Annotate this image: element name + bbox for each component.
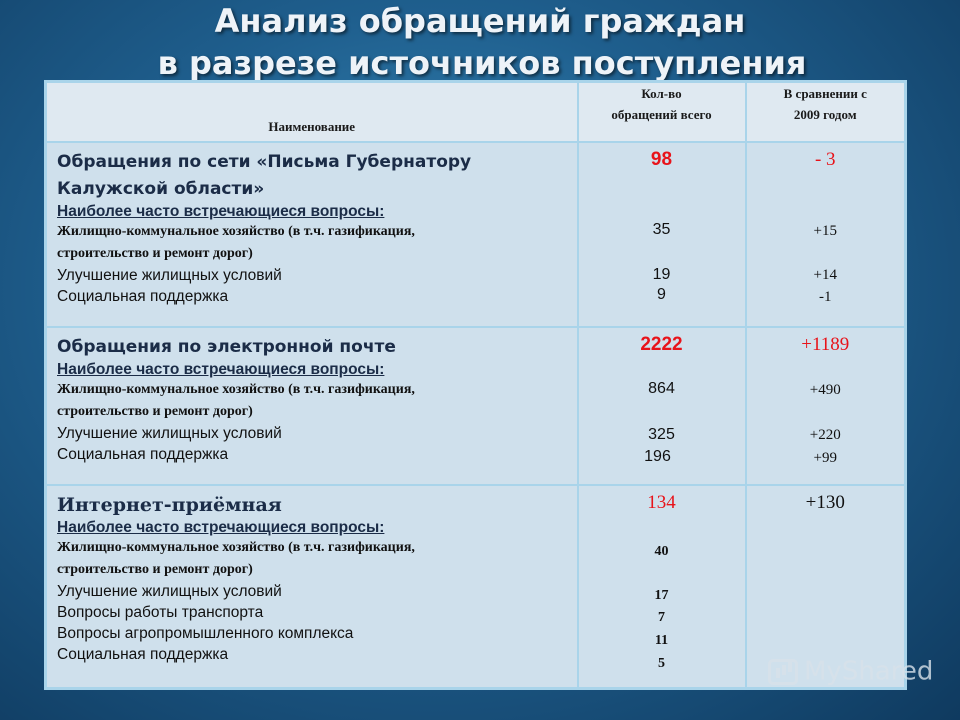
row-2-total: 2222	[640, 334, 683, 355]
header-compare-line-1: В сравнении с	[783, 86, 867, 101]
row-1-topic-3: Социальная поддержка	[57, 288, 229, 305]
row-1-count-2: 19	[652, 266, 671, 283]
row-1-count-cell	[578, 142, 746, 327]
chart-logo-icon	[768, 659, 798, 685]
row-3-count-3: 7	[658, 610, 665, 625]
watermark-text: MyShared	[804, 656, 934, 687]
row-1-change-2: +14	[813, 267, 837, 283]
row-3-total: 134	[647, 492, 676, 513]
row-3-faq-heading: Наиболее часто встречающиеся вопросы:	[57, 519, 385, 536]
row-3-total-change: +130	[805, 492, 845, 513]
row-2-compare-cell	[746, 327, 906, 485]
row-3-title: Интернет-приёмная	[57, 494, 282, 516]
sources-table	[44, 80, 907, 690]
row-2-topic-2: Улучшение жилищных условий	[57, 425, 282, 442]
row-1-total-change: - 3	[814, 149, 836, 170]
row-3-count-cell	[578, 485, 746, 689]
header-count	[578, 82, 746, 143]
row-1-topic-1b: строительство и ремонт дорог)	[57, 246, 253, 261]
row-2-name-cell	[46, 327, 578, 485]
row-2-change-1: +490	[809, 382, 841, 398]
row-1-change-3: -1	[819, 289, 832, 305]
row-3-count-4: 11	[654, 633, 669, 648]
header-compare-line-2: 2009 годом	[793, 107, 857, 122]
row-2-topic-1b: строительство и ремонт дорог)	[57, 404, 253, 419]
row-2-change-3: +99	[813, 450, 837, 466]
row-3-topic-5: Социальная поддержка	[57, 646, 229, 663]
row-1-compare-cell	[746, 142, 906, 327]
myshared-watermark	[768, 656, 933, 687]
row-1-faq-heading: Наиболее часто встречающиеся вопросы:	[57, 203, 385, 220]
table-header-row	[46, 82, 906, 143]
row-2-topic-3: Социальная поддержка	[57, 446, 229, 463]
row-1-total: 98	[650, 149, 673, 170]
row-3-name-cell	[46, 485, 578, 689]
row-3-count-1: 40	[654, 544, 669, 559]
row-1-change-1: +15	[813, 223, 837, 239]
row-1-topic-2: Улучшение жилищных условий	[57, 267, 282, 284]
row-3-topic-3: Вопросы работы транспорта	[57, 604, 264, 621]
table-row	[46, 327, 906, 485]
row-2-topic-1a: Жилищно-коммунальное хозяйство (в т.ч. газификация,	[57, 382, 415, 397]
row-1-topic-1a: Жилищно-коммунальное хозяйство (в т.ч. газификация,	[57, 224, 415, 239]
row-2-change-2: +220	[809, 427, 841, 443]
title-line-2: в разрезе источников поступления	[157, 44, 807, 82]
row-2-title: Обращения по электронной почте	[57, 337, 396, 357]
header-count-line-1: Кол-во	[641, 86, 682, 101]
header-count-line-2: обращений всего	[611, 107, 712, 122]
row-2-count-3: 196	[644, 448, 671, 465]
row-3-topic-4: Вопросы агропромышленного комплекса	[57, 625, 354, 642]
header-compare	[746, 82, 906, 143]
row-3-topic-1a: Жилищно-коммунальное хозяйство (в т.ч. газификация,	[57, 540, 415, 555]
row-1-title-line-1: Обращения по сети «Письма Губернатору	[57, 152, 472, 172]
table-row	[46, 142, 906, 327]
row-2-count-cell	[578, 327, 746, 485]
row-1-name-cell	[46, 142, 578, 327]
row-2-total-change: +1189	[801, 334, 850, 355]
row-1-title-line-2: Калужской области»	[57, 179, 265, 199]
row-1-count-3: 9	[657, 286, 666, 303]
header-name: Наименование	[46, 82, 578, 143]
row-3-count-5: 5	[658, 656, 665, 671]
row-2-count-1: 864	[648, 380, 675, 397]
row-3-topic-2: Улучшение жилищных условий	[57, 583, 282, 600]
title-line-1: Анализ обращений граждан	[214, 2, 746, 40]
row-2-faq-heading: Наиболее часто встречающиеся вопросы:	[57, 361, 385, 378]
row-3-topic-1b: строительство и ремонт дорог)	[57, 562, 253, 577]
row-1-count-1: 35	[652, 221, 671, 238]
row-3-count-2: 17	[654, 588, 669, 603]
row-2-count-2: 325	[648, 426, 675, 443]
